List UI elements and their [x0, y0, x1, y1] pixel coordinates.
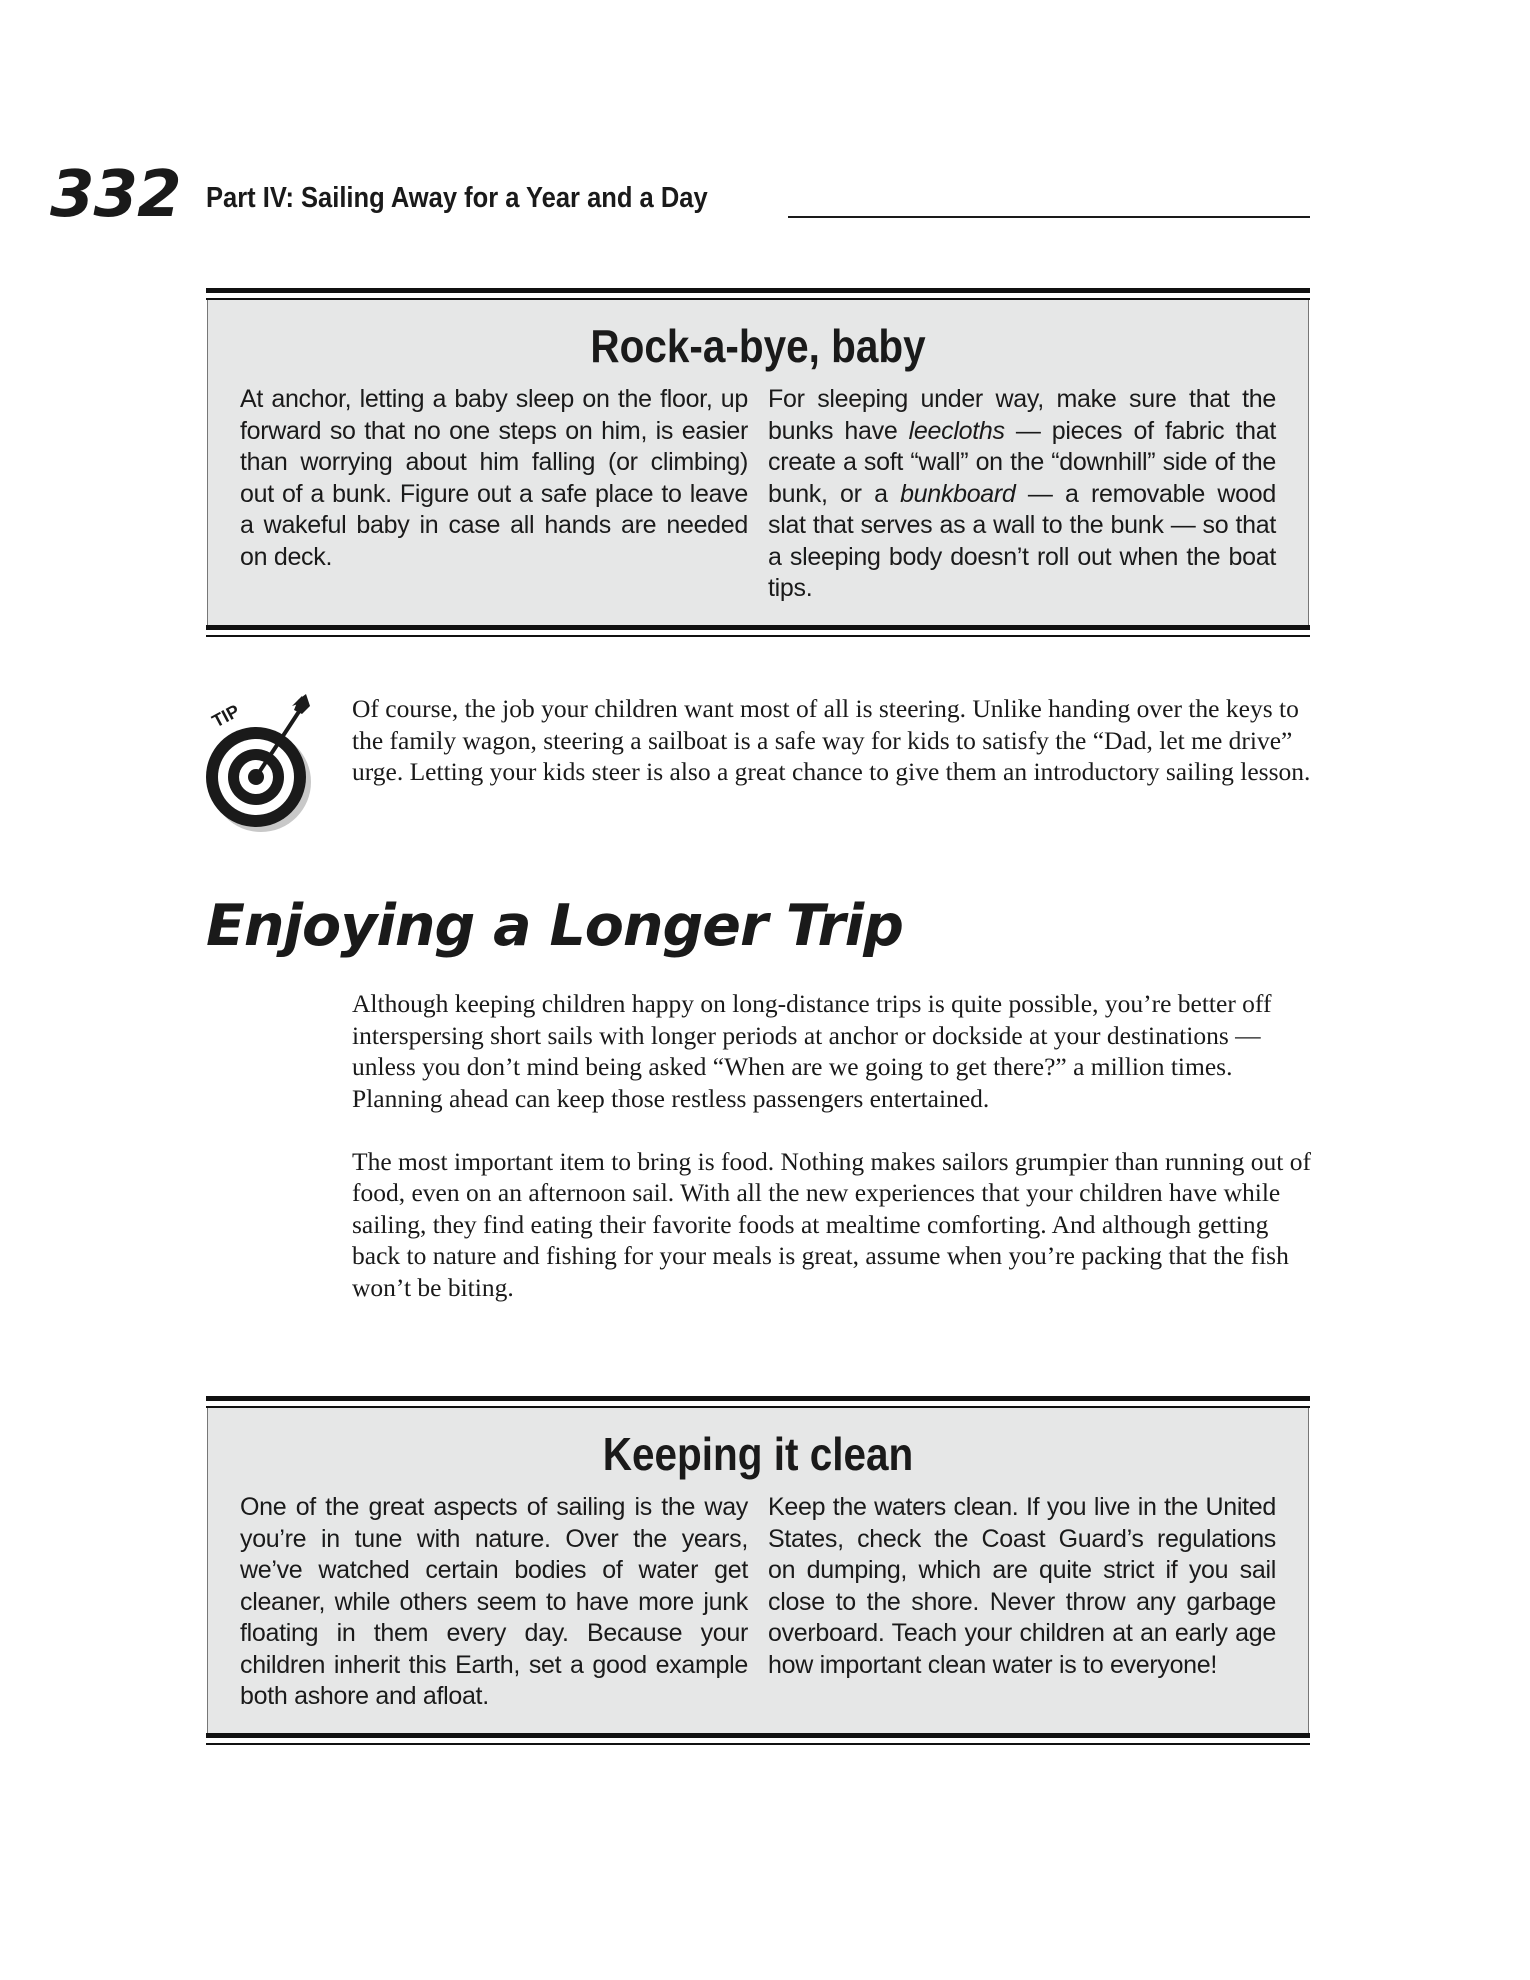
tip-text	[352, 693, 1312, 788]
running-head: Part IV: Sailing Away for a Year and a Day	[206, 182, 708, 214]
sidebar-body	[207, 300, 1309, 625]
page-number: 332	[50, 158, 181, 232]
sidebar-keeping-it-clean	[206, 1396, 1310, 1745]
text-run: For sleeping under way, make sure that the bunks have	[768, 385, 1276, 445]
sidebar-top-rule	[206, 288, 1310, 300]
sidebar-column-left: At anchor, letting a baby sleep on the floor, up forward so that no one steps on him, is easier than worrying about him falling (or climbing) out of a bunk. Figure out a safe place to leave a wakeful baby in case all hands are needed on deck.	[240, 385, 748, 571]
text-run: — pieces of fabric that create a soft “wall” on the “downhill” side of the bunk, or a	[768, 416, 1277, 508]
term-leecloths: leecloths	[908, 416, 1005, 445]
body-paragraph: The most important item to bring is food. Nothing makes sailors grumpier than running out of food, even on an afternoon sail. With all the new experiences that your children have while sailing, they find eating their favorite foods at mealtime comforting. And although getting back to nature and fishing for your meals is great, assume when you’re packing that the fish won’t be biting.	[352, 1146, 1311, 1302]
tip-paragraph: Of course, the job your children want most of all is steering. Unlike handing over the keys to the family wagon, steering a sailboat is a safe way for kids to satisfy the “Dad, let me drive” urge. Letting your kids steer is also a great chance to give them an introductory sailing lesson.	[352, 694, 1311, 786]
text-run: — a removable wood slat that serves as a wall to the bunk — so that a sleeping body doesn’t roll out when the boat tips.	[768, 479, 1276, 602]
target-dart-icon	[206, 692, 312, 834]
section-body	[352, 988, 1312, 1303]
sidebar-top-rule	[206, 1396, 1310, 1408]
body-paragraph: Although keeping children happy on long-distance trips is quite possible, you’re better off interspersing short sails with longer periods at anchor or dockside at your destinations — unless you don’t mind being asked “When are we going to get there?” a million times. Planning ahead can keep those restless passengers entertained.	[352, 989, 1272, 1113]
section-title: Enjoying a Longer Trip	[206, 893, 903, 959]
sidebar-column-left: One of the great aspects of sailing is the way you’re in tune with nature. Over the years, we’ve watched certain bodies of water get cleaner, while others seem to have more junk floating in them every day. Because your children inherit this Earth, set a good example both ashore and afloat.	[240, 1493, 748, 1710]
sidebar-title: Rock-a-bye, baby	[590, 320, 926, 372]
sidebar-column-right	[768, 384, 1276, 605]
header-rule	[788, 216, 1310, 218]
sidebar-column-right: Keep the waters clean. If you live in the United States, check the Coast Guard’s regulations on dumping, which are quite strict if you sail close to the shore. Never throw any garbage overboard. Teach your children at an early age how important clean water is to everyone!	[768, 1493, 1276, 1679]
sidebar-title: Keeping it clean	[602, 1428, 914, 1480]
sidebar-bottom-rule	[206, 1733, 1310, 1745]
tip-label: TIP	[208, 700, 243, 732]
sidebar-bottom-rule	[206, 625, 1310, 637]
sidebar-body	[207, 1408, 1309, 1733]
sidebar-rock-a-bye	[206, 288, 1310, 637]
term-bunkboard: bunkboard	[900, 479, 1016, 508]
